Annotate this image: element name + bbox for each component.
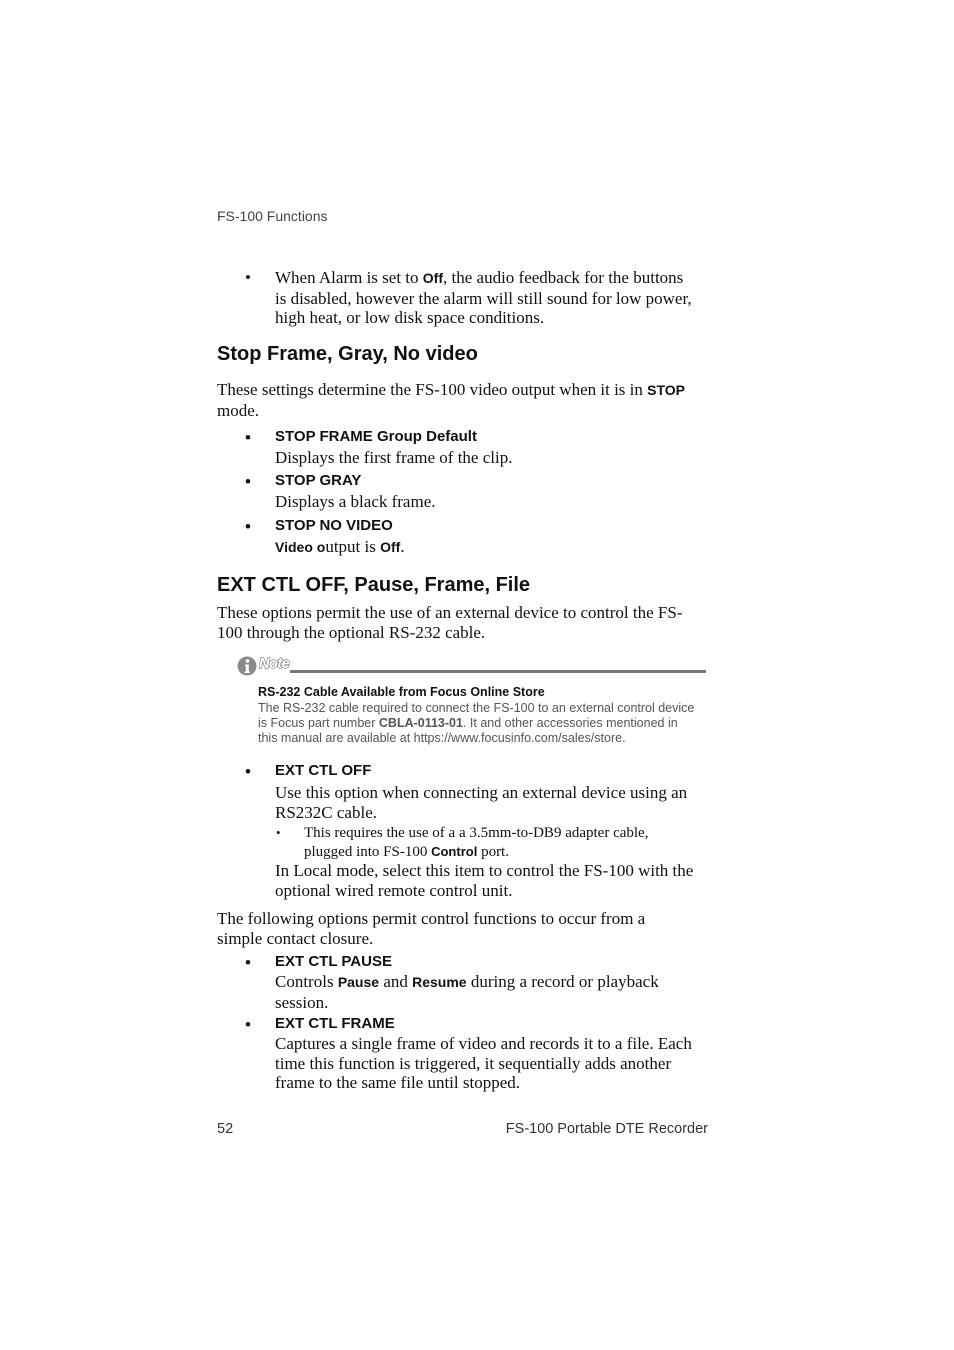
alarm-line-2: is disabled, however the alarm will still sound for low power, [275, 288, 692, 308]
item-label-stop-gray: STOP GRAY [275, 472, 362, 489]
note-line-3: this manual are available at https://www.focusinfo.com/sales/store. [258, 731, 626, 745]
ui-control: Control [431, 843, 478, 859]
footer-title: FS-100 Portable DTE Recorder [505, 1121, 708, 1137]
bullet-marker: • [245, 762, 251, 781]
bullet-marker: • [245, 268, 251, 287]
local-mode-text: In Local mode, select this item to control the FS-100 with the optional wired remote control unit. [275, 861, 694, 900]
ext-intro-line-2: 100 through the optional RS-232 cable. [217, 622, 486, 642]
alarm-line-1: When Alarm is set to Off, the audio feedback for the buttons [275, 268, 684, 287]
item-desc-ext-frame: Captures a single frame of video and records it to a file. Each time this function is triggered, it sequentially adds another frame to the same file until stopped. [275, 1034, 692, 1092]
stop-intro [217, 380, 717, 420]
ui-resume: Resume [412, 974, 467, 990]
ext-intro [217, 603, 717, 642]
item-label-ext-off: EXT CTL OFF [275, 762, 372, 779]
bullet-marker: • [245, 953, 251, 972]
ui-off: Off [422, 270, 443, 286]
part-number: CBLA-0113-01 [378, 716, 463, 730]
bullet-marker: • [245, 1015, 251, 1034]
stop-intro-line-1: These settings determine the FS-100 video output when it is in STOP [217, 380, 686, 399]
alarm-line-3: high heat, or low disk space conditions. [275, 308, 545, 327]
item-label-ext-frame: EXT CTL FRAME [275, 1015, 395, 1032]
sub-bullet-adapter: This requires the use of a a 3.5mm-to-DB9 adapter cable, plugged into FS-100 Control port. [304, 825, 649, 860]
note-line-2: is Focus part number CBLA-0113-01. It and other accessories mentioned in [258, 716, 678, 730]
item-desc-stop-no-video: Video output is Off. [275, 537, 405, 556]
item-desc-stop-gray: Displays a black frame. [275, 492, 436, 511]
note-divider [290, 670, 706, 673]
bullet-marker: • [245, 428, 251, 447]
ui-pause: Pause [337, 974, 380, 990]
contact-intro: The following options permit control functions to occur from a simple contact closure. [217, 909, 646, 948]
section-heading-stop: Stop Frame, Gray, No video [217, 343, 478, 365]
note-line-1: The RS-232 cable required to connect the FS-100 to an external control device [258, 701, 695, 715]
alarm-bullet-text [275, 268, 715, 328]
item-label-stop-no-video: STOP NO VIDEO [275, 517, 393, 534]
note-title: RS-232 Cable Available from Focus Online Store [258, 685, 545, 699]
item-desc-stop-frame: Displays the first frame of the clip. [275, 448, 513, 467]
ext-intro-line-1: These options permit the use of an external device to control the FS- [217, 603, 683, 622]
sub-bullet-marker: • [276, 825, 281, 840]
note-body [258, 701, 708, 746]
section-heading-ext: EXT CTL OFF, Pause, Frame, File [217, 574, 531, 596]
ui-off: Off [380, 539, 401, 555]
note-label: Note [259, 656, 290, 672]
ui-stop: STOP [647, 382, 686, 398]
item-label-ext-pause: EXT CTL PAUSE [275, 953, 392, 970]
item-desc-ext-off: Use this option when connecting an external device using an RS232C cable. [275, 783, 688, 822]
stop-intro-line-2: mode. [217, 400, 260, 420]
bullet-marker: • [245, 472, 251, 491]
info-icon [237, 656, 257, 676]
item-desc-ext-pause: Controls Pause and Resume during a record or playback session. [275, 972, 659, 1012]
page-number: 52 [217, 1121, 234, 1137]
running-header: FS-100 Functions [217, 208, 328, 224]
bullet-marker: • [245, 517, 251, 536]
item-label-stop-frame: STOP FRAME Group Default [275, 428, 477, 445]
